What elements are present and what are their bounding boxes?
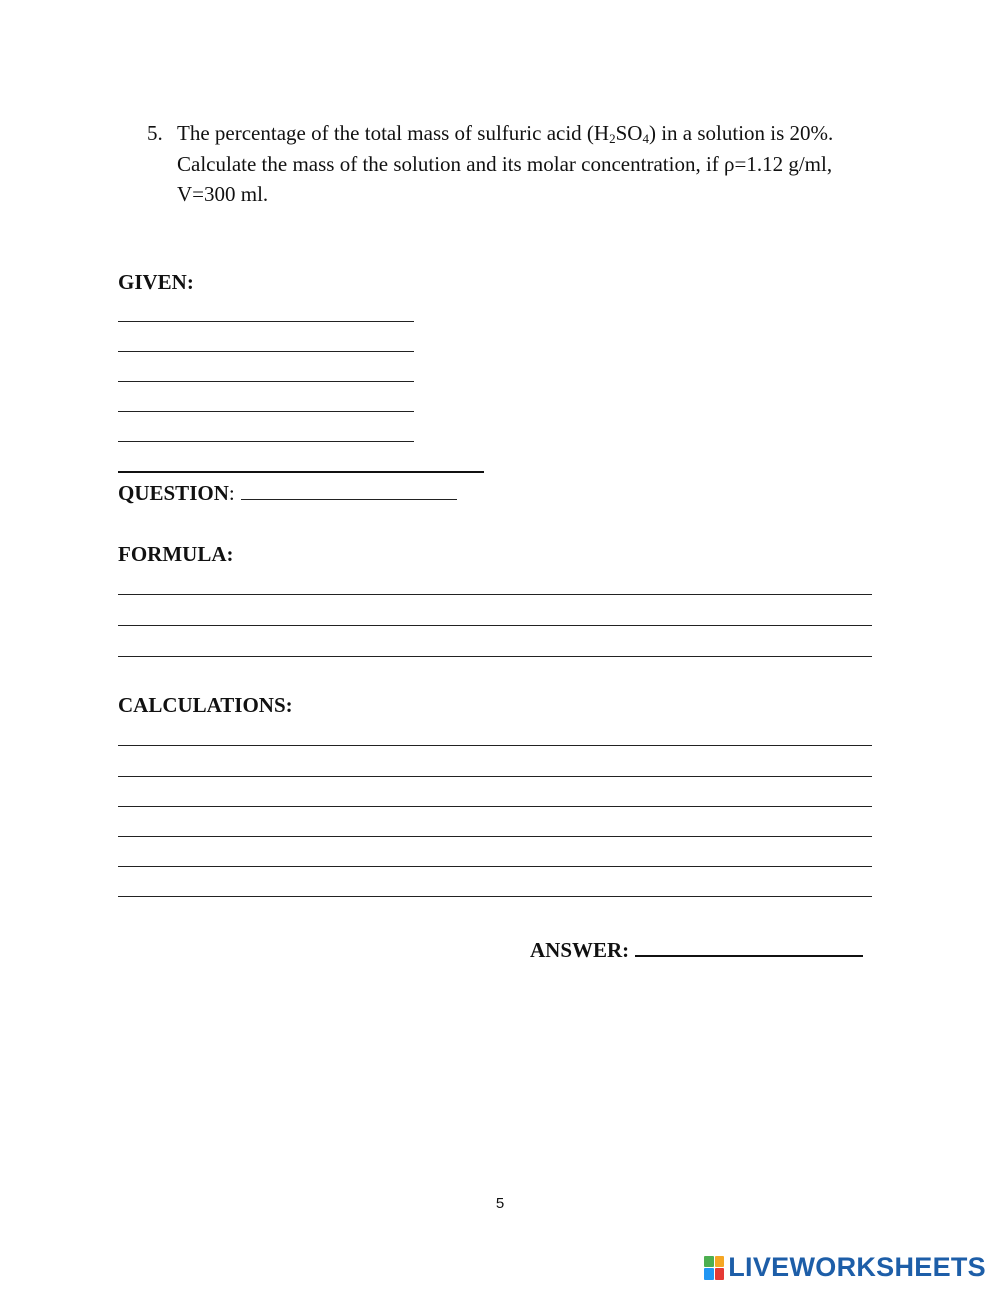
answer-line[interactable] xyxy=(635,935,863,957)
problem-text xyxy=(177,118,907,210)
formula-answer-line[interactable] xyxy=(118,656,872,657)
formula-answer-line[interactable] xyxy=(118,594,872,595)
answer-row xyxy=(530,935,863,963)
question-answer-line[interactable] xyxy=(241,481,457,500)
given-answer-line[interactable] xyxy=(118,441,414,442)
problem-line-1a: The percentage of the total mass of sulfuric acid (H xyxy=(177,121,610,145)
problem-number: 5. xyxy=(147,121,163,145)
given-label: GIVEN: xyxy=(118,270,194,294)
problem-line-2: Calculate the mass of the solution and its molar concentration, if ρ=1.12 g/ml, xyxy=(177,151,833,176)
brand-name: LIVEWORKSHEETS xyxy=(728,1252,986,1282)
calculation-answer-line[interactable] xyxy=(118,866,872,867)
calculation-answer-line[interactable] xyxy=(118,745,872,746)
liveworksheets-icon xyxy=(704,1256,724,1280)
given-answer-line[interactable] xyxy=(118,321,414,322)
calculation-answer-line[interactable] xyxy=(118,806,872,807)
liveworksheets-logo xyxy=(704,1252,986,1283)
formula-answer-line[interactable] xyxy=(118,625,872,626)
question-row xyxy=(118,481,457,506)
problem-line-1b: SO xyxy=(615,121,643,145)
calculation-answer-line[interactable] xyxy=(118,896,872,897)
given-answer-line[interactable] xyxy=(118,351,414,352)
problem-line-1c: ) in a solution is 20%. xyxy=(648,121,834,145)
calculation-answer-line[interactable] xyxy=(118,836,872,837)
question-label: QUESTION xyxy=(118,481,229,505)
subscript-2: 2 xyxy=(609,131,616,146)
page-number: 5 xyxy=(495,1195,505,1212)
question-colon: : xyxy=(228,481,235,505)
given-answer-line[interactable] xyxy=(118,411,414,412)
formula-label: FORMULA: xyxy=(118,542,234,566)
subscript-4: 4 xyxy=(642,131,649,146)
problem-statement xyxy=(147,118,907,210)
calculations-label: CALCULATIONS: xyxy=(118,693,293,717)
problem-line-3: V=300 ml. xyxy=(177,182,269,206)
answer-label: ANSWER: xyxy=(530,938,630,962)
calculation-answer-line[interactable] xyxy=(118,776,872,777)
given-separator-line xyxy=(118,471,484,473)
given-answer-line[interactable] xyxy=(118,381,414,382)
